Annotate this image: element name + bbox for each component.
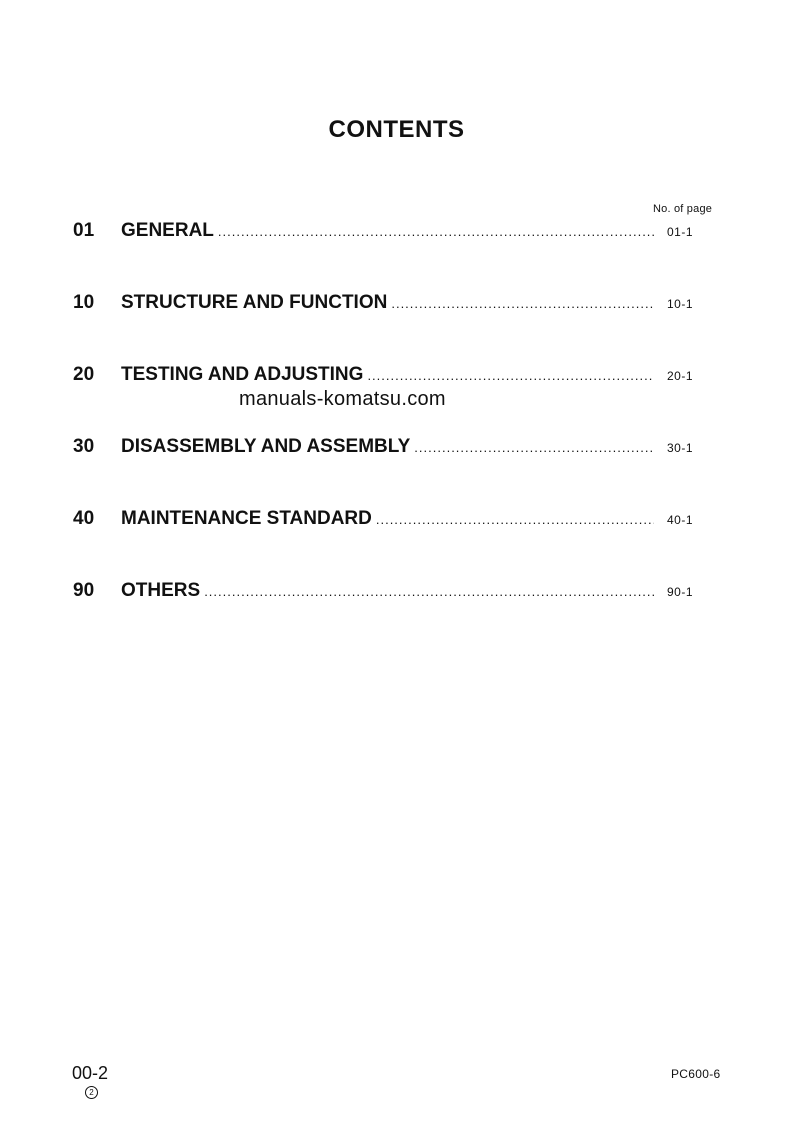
dot-leader [367,368,654,383]
toc-entry-general[interactable] [0,220,793,244]
dot-leader [391,296,654,311]
toc-entry-page: 30-1 [667,441,694,455]
toc-entry-disassembly-and-assembly[interactable] [0,436,793,460]
dot-leader [204,584,654,599]
page-title: CONTENTS [328,116,465,143]
dot-leader [376,512,654,527]
page-number-column-header: No. of page [653,203,713,215]
toc-entry-number: 01 [73,220,95,241]
toc-entry-number: 20 [73,364,95,385]
toc-entry-page: 20-1 [667,369,694,383]
toc-entry-others[interactable] [0,580,793,604]
toc-entry-number: 30 [73,436,95,457]
toc-entry-number: 10 [73,292,95,313]
toc-entry-title-line [121,292,654,314]
toc-entry-title: OTHERS [121,580,201,601]
toc-entry-structure-and-function[interactable] [0,292,793,316]
toc-entry-title: GENERAL [121,220,214,241]
toc-entry-title: STRUCTURE AND FUNCTION [121,292,388,313]
dot-leader [218,224,654,239]
toc-entry-page: 40-1 [667,513,694,527]
toc-entry-title: DISASSEMBLY AND ASSEMBLY [121,436,411,457]
toc-entry-maintenance-standard[interactable] [0,508,793,532]
toc-entry-title: MAINTENANCE STANDARD [121,508,372,529]
toc-entry-page: 90-1 [667,585,694,599]
toc-entry-title-line [121,508,654,530]
toc-entry-title-line [121,436,654,458]
toc-entry-title-line [121,580,654,602]
footer-model-code: PC600-6 [671,1067,721,1081]
toc-entry-title: TESTING AND ADJUSTING [121,364,364,385]
toc-entry-number: 90 [73,580,95,601]
toc-entry-title-line [121,364,654,386]
watermark-text: manuals-komatsu.com [239,388,446,410]
toc-entry-page: 01-1 [667,225,694,239]
toc-entry-title-line [121,220,654,242]
toc-entry-page: 10-1 [667,297,694,311]
toc-entry-number: 40 [73,508,95,529]
toc-entry-testing-and-adjusting[interactable] [0,364,793,388]
footer-page-number: 00-2 [72,1063,109,1083]
revision-mark: 2 [85,1086,98,1099]
dot-leader [414,440,654,455]
